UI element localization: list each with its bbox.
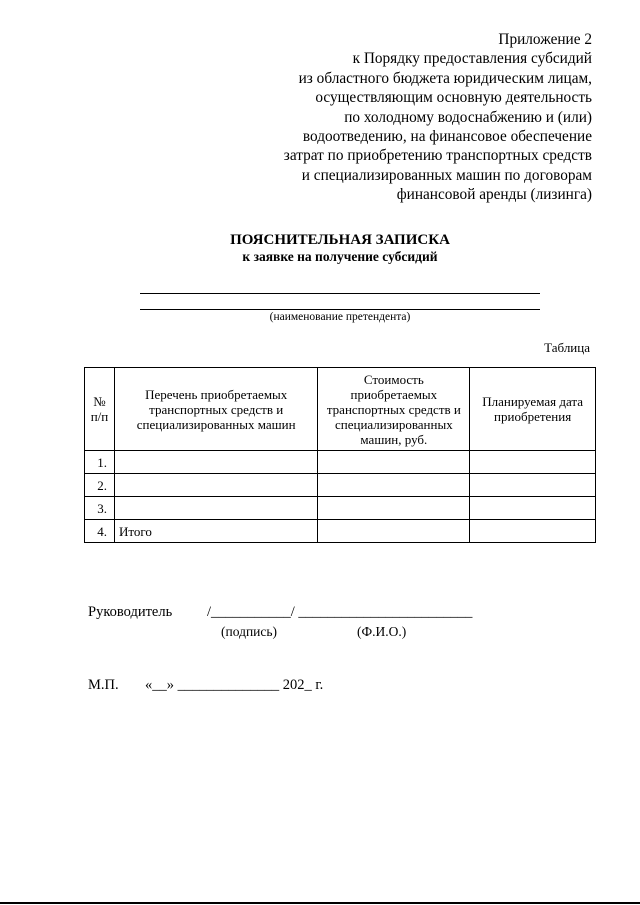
applicant-name-line-1 — [140, 293, 540, 294]
stamp-label: М.П. — [88, 677, 119, 693]
vehicle-cell — [114, 497, 318, 520]
appendix-line: из областного бюджета юридическим лицам, — [298, 69, 592, 87]
cost-cell — [318, 497, 470, 520]
appendix-line: водоотведению, на финансовое обеспечение — [302, 128, 592, 146]
appendix-line: финансовой аренды (лизинга) — [396, 186, 592, 204]
row-number: 2. — [85, 474, 115, 497]
page-bottom-rule — [0, 902, 640, 904]
applicant-caption: (наименование претендента) — [269, 311, 411, 323]
appendix-line: по холодному водоснабжению и (или) — [344, 108, 592, 126]
date-line: «__» ______________ 202_ г. — [145, 677, 324, 693]
row-number: 3. — [85, 497, 115, 520]
subsidy-table — [84, 367, 596, 543]
cost-cell — [318, 520, 470, 543]
applicant-name-line-2 — [140, 309, 540, 310]
total-label: Итого — [114, 520, 318, 543]
row-number: 4. — [85, 520, 115, 543]
appendix-line: затрат по приобретению транспортных средств — [283, 147, 592, 165]
table-row — [85, 451, 596, 474]
date-cell — [470, 451, 596, 474]
signature-blanks: /___________/ ________________________ — [207, 604, 473, 620]
date-cell — [470, 497, 596, 520]
vehicle-cell — [114, 474, 318, 497]
signature-caption: (подпись) — [221, 624, 278, 639]
cost-cell — [318, 451, 470, 474]
document-title: ПОЯСНИТЕЛЬНАЯ ЗАПИСКА — [230, 232, 450, 248]
table-row — [85, 497, 596, 520]
appendix-line: осуществляющим основную деятельность — [315, 89, 592, 107]
table-header-row — [85, 368, 596, 451]
header-vehicle-list: Перечень приобретаемых транспортных средств и специализированных машин — [114, 368, 318, 451]
table-row — [85, 474, 596, 497]
appendix-header — [252, 30, 592, 205]
header-number: № п/п — [85, 368, 115, 451]
vehicle-cell — [114, 451, 318, 474]
table-label: Таблица — [544, 340, 590, 355]
table-row-total — [85, 520, 596, 543]
appendix-line: к Порядку предоставления субсидий — [352, 50, 592, 68]
row-number: 1. — [85, 451, 115, 474]
header-cost: Стоимость приобретаемых транспортных средств и специализированных машин, руб. — [318, 368, 470, 451]
document-subtitle: к заявке на получение субсидий — [242, 249, 438, 264]
full-name-caption: (Ф.И.О.) — [357, 624, 407, 639]
cost-cell — [318, 474, 470, 497]
head-label: Руководитель — [88, 604, 173, 620]
appendix-line: Приложение 2 — [498, 31, 592, 48]
date-cell — [470, 520, 596, 543]
appendix-line: и специализированных машин по договорам — [301, 166, 592, 184]
header-planned-date: Планируемая дата приобретения — [470, 368, 596, 451]
date-cell — [470, 474, 596, 497]
